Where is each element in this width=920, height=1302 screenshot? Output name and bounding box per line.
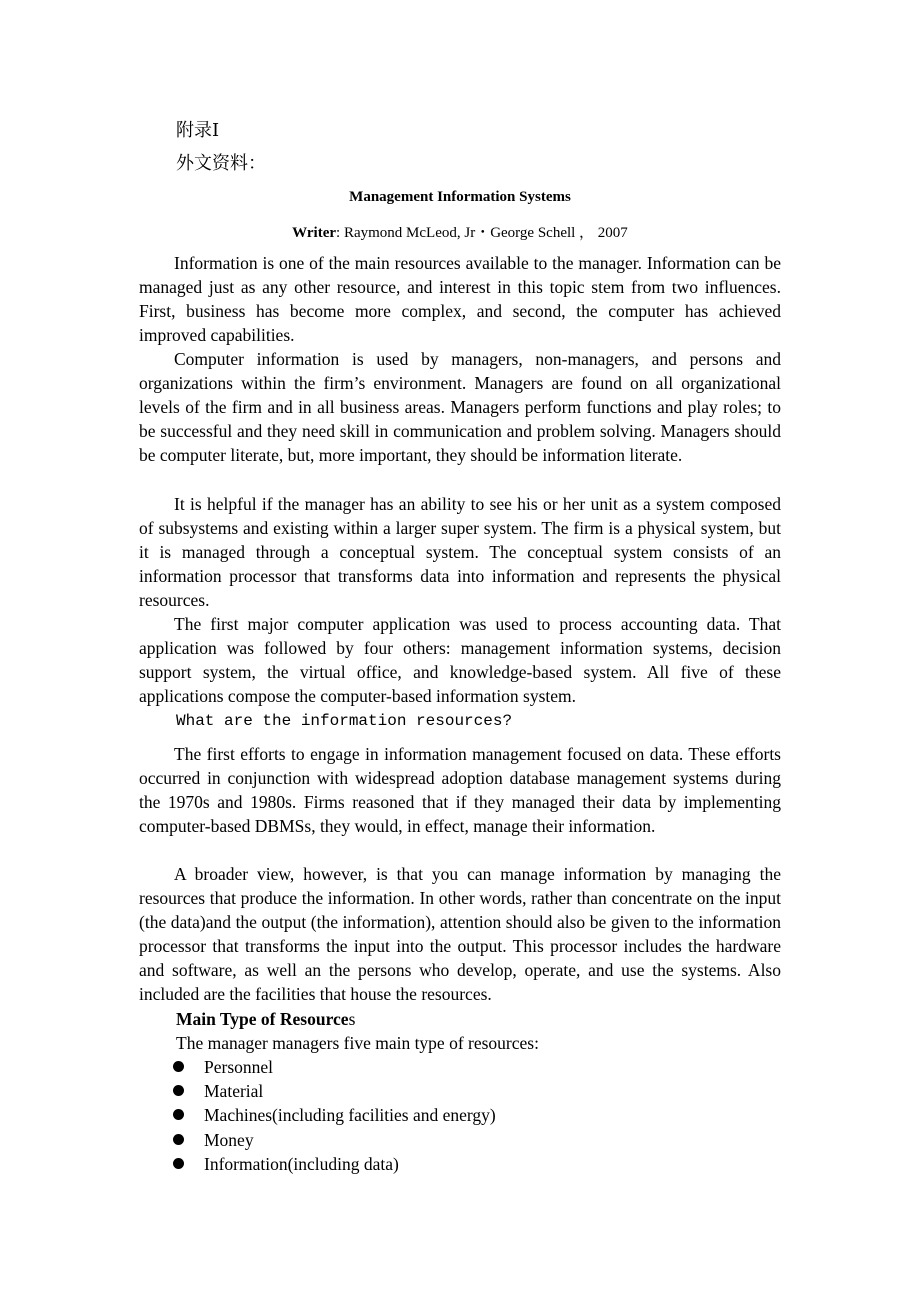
bullet-icon	[173, 1109, 184, 1120]
writer-value: : Raymond McLeod, Jr・George Schell ， 2007	[336, 225, 628, 241]
list-item-label: Personnel	[204, 1057, 274, 1077]
paragraph-2: Computer information is used by managers, non-managers, and persons and organizations within the firm’s environment. Managers are found on all organizational levels of the firm and in all business areas. Managers perform functions and play roles; to be successful and they need skill in communication and problem solving. Managers should be computer literate, but, more important, they should be information literate.	[139, 349, 781, 466]
appendix-sublabel: 外文资料：	[176, 153, 266, 173]
section-heading	[176, 1007, 355, 1031]
paragraph-5: The first efforts to engage in information management focused on data. These efforts occurred in conjunction with widespread adoption database management systems during the 1970s and 1980s. Firms reasoned that if they managed their data by implementing computer-based DBMSs, they would, in effect, manage their information.	[139, 744, 781, 837]
appendix-label: 附录Ⅰ	[176, 120, 220, 140]
paragraph-4: The first major computer application was used to process accounting data. That application was followed by four others: management information systems, decision support system, the virtual office, and knowledge-based system. All five of these applications compose the computer-based information system.	[139, 614, 781, 707]
list-item-label: Money	[204, 1129, 254, 1150]
paragraph-6: A broader view, however, is that you can manage information by managing the resources that produce the information. In other words, rather than concentrate on the input (the data)and the output (the information), attention should also be given to the information processor that transforms the input into the output. This processor includes the hardware and software, as well an the persons who develop, operate, and use the systems. Also included are the facilities that house the resources.	[139, 864, 781, 1005]
bullet-icon	[173, 1158, 184, 1169]
bullet-icon	[173, 1061, 184, 1072]
paragraph-1: Information is one of the main resources available to the manager. Information can be managed just as any other resource, and interest in this topic stem from two influences. First, business has become more complex, and second, the computer has achieved improved capabilities.	[139, 253, 781, 346]
question-heading: What are the information resources?	[176, 712, 513, 730]
list-item-label: Material	[204, 1081, 264, 1102]
bullet-icon	[173, 1134, 184, 1145]
list-item-label: Machines(including facilities and energy)	[204, 1105, 496, 1126]
list-item-label: Information(including data)	[204, 1153, 399, 1174]
writer-label: Writer	[292, 225, 337, 241]
article-title: Management Information Systems	[349, 189, 571, 205]
section-heading-bold: Main Type of Resource	[176, 1009, 349, 1029]
bullet-icon	[173, 1085, 184, 1096]
section-heading-tail: s	[348, 1009, 356, 1029]
article-byline	[139, 222, 781, 244]
resources-intro: The manager managers five main type of resources:	[176, 1033, 539, 1053]
paragraph-3: It is helpful if the manager has an ability to see his or her unit as a system composed of subsystems and existing within a larger super system. The firm is a physical system, but it is managed through a conceptual system. The conceptual system consists of an information processor that transforms data into information and represents the physical resources.	[139, 494, 781, 611]
